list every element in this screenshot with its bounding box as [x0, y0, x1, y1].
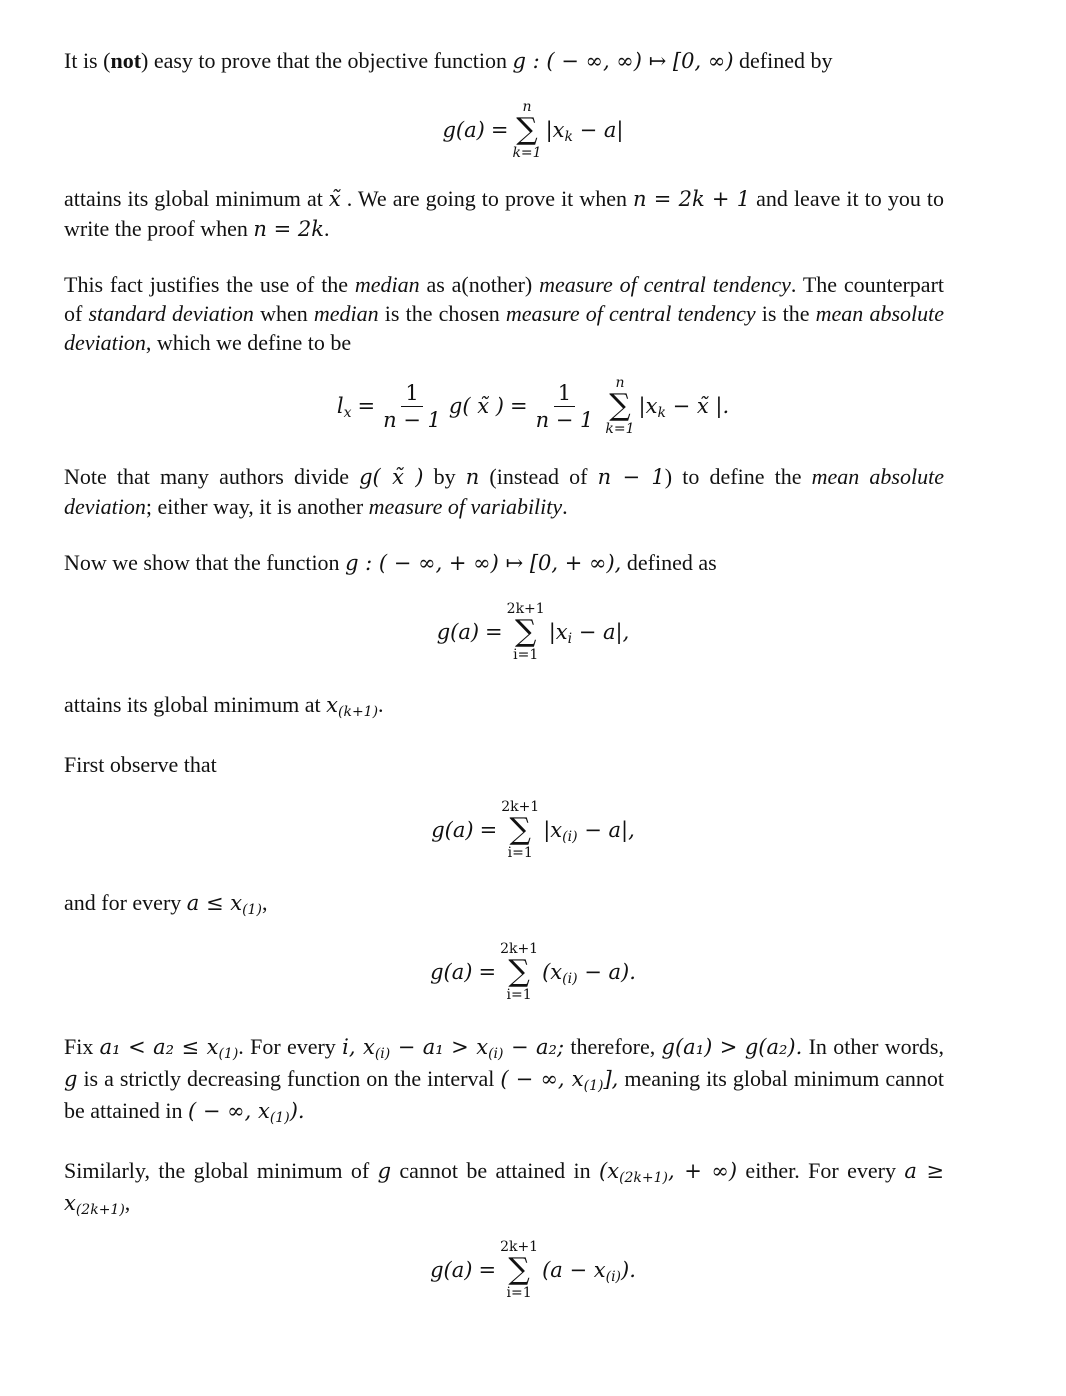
text: cannot be attained in [391, 1158, 600, 1183]
math-inline: g : ( − ∞, ∞) ↦ [0, ∞) [512, 49, 734, 73]
sum-lower: k=1 [605, 421, 635, 437]
math-inline [326, 693, 379, 720]
math-sub: (1) [269, 1110, 290, 1126]
math-sub: (1) [218, 1046, 239, 1062]
paragraph-attains-median [64, 690, 944, 720]
equation-2 [0, 368, 1066, 444]
term-mean-abs-deviation: mean absolute deviation [64, 301, 944, 355]
math-inline: n = 2k [253, 217, 324, 241]
text: ; either way, it is another [145, 494, 369, 519]
text: defined as [621, 550, 717, 575]
eq-body-sub: i [567, 631, 573, 647]
text: ) to define the [664, 464, 812, 489]
term-std-deviation: standard deviation [88, 301, 254, 326]
eq-lhs: g(a) [436, 620, 480, 644]
paragraph-attains [64, 184, 944, 244]
equation-5 [0, 934, 1066, 1010]
eq-mid: g( x̃ ) [448, 394, 504, 418]
eq-body-text: |x [548, 620, 568, 644]
text: . The counterpart of [64, 272, 945, 326]
summation [512, 99, 541, 161]
frac-numerator: 1 [401, 380, 422, 407]
text: and for every [64, 890, 187, 915]
eq-body-sub: (i) [605, 1269, 622, 1285]
text: is the chosen [378, 301, 506, 326]
paragraph-for-every [64, 888, 944, 918]
sum-upper: 2k+1 [500, 1239, 539, 1255]
text: . [562, 494, 568, 519]
math-inline [500, 1067, 619, 1094]
text: Similarly, the global minimum of [64, 1158, 378, 1183]
sigma-symbol: ∑ [514, 614, 537, 649]
math-inline: g(a₁) > g(a₂). [661, 1035, 803, 1059]
sigma-symbol: ∑ [508, 1252, 530, 1287]
math-text: i, x [342, 1035, 375, 1059]
sum-upper: 2k+1 [500, 941, 539, 957]
text: . [378, 692, 384, 717]
text: attains its global minimum at [64, 692, 327, 717]
eq-equals: = [357, 394, 376, 418]
frac-denominator: n − 1 [535, 407, 594, 432]
math-text: ( − ∞, x [188, 1099, 270, 1123]
paragraph-now-show [64, 548, 944, 578]
eq-lhs-text: l [336, 394, 344, 418]
text: . We are going to prove it when [340, 186, 634, 211]
eq-equals: = [479, 818, 498, 842]
paragraph-intro [64, 46, 944, 76]
text: First observe that [64, 752, 217, 777]
equation-4 [0, 792, 1066, 868]
eq-equals: = [478, 960, 497, 984]
math-inline [99, 1035, 239, 1062]
text: by [423, 464, 466, 489]
math-text: ], [603, 1067, 619, 1091]
paragraph-similarly [64, 1155, 944, 1219]
math-text: a₁ < a₂ ≤ x [99, 1035, 219, 1059]
math-text: − a₂; [503, 1035, 565, 1059]
paragraph-median [64, 270, 944, 357]
summation [501, 799, 539, 861]
text: This fact justifies the use of the [64, 272, 355, 297]
math-sub: (1) [583, 1078, 604, 1094]
term-central-tendency: measure of central tendency [505, 301, 756, 326]
eq-body-end: − a|, [572, 620, 630, 644]
text: as a(nother) [419, 272, 540, 297]
text: is the [755, 301, 816, 326]
text: attains its global minimum at [64, 186, 329, 211]
math-text: a ≤ x [186, 891, 243, 915]
frac-numerator: 1 [554, 380, 575, 407]
math-inline [342, 1035, 565, 1062]
eq-equals: = [509, 394, 528, 418]
text: . [323, 216, 330, 241]
text: when [253, 301, 314, 326]
eq-body [548, 620, 630, 647]
sum-lower: k=1 [512, 145, 542, 161]
fraction [532, 380, 598, 433]
eq-body-sub: (i) [562, 829, 578, 845]
math-text: , + ∞) [668, 1159, 738, 1183]
math-sub: (2k+1) [75, 1202, 125, 1218]
eq-body-end: − a|, [577, 818, 635, 842]
math-inline: n [465, 465, 480, 489]
text: is a strictly decreasing function on the interval [77, 1066, 501, 1091]
text: ) easy to prove that the objective function [141, 48, 513, 73]
eq-body [543, 818, 635, 845]
frac-denominator: n − 1 [383, 407, 441, 432]
text: either. For every [737, 1158, 905, 1183]
term-variability: measure of variability [368, 494, 563, 519]
paragraph-first-observe [64, 750, 944, 779]
term-median: median [313, 301, 379, 326]
eq-lhs-sub: x [343, 405, 352, 421]
math-text: (x [599, 1159, 620, 1183]
equation-3 [0, 594, 1066, 670]
sum-lower: i=1 [507, 845, 533, 861]
text: , which we define to be [145, 330, 352, 355]
math-inline: n = 2k + 1 [633, 187, 751, 211]
math-text: ). [289, 1099, 305, 1123]
sum-upper: 2k+1 [506, 601, 545, 617]
sigma-symbol: ∑ [516, 112, 538, 147]
sum-lower: i=1 [506, 987, 532, 1003]
text: It is ( [64, 48, 111, 73]
sigma-symbol: ∑ [508, 954, 530, 989]
text: (instead of [479, 464, 598, 489]
eq-body-end: − x̃ |. [665, 394, 730, 418]
eq-lhs: g(a) [430, 1258, 473, 1282]
term-central-tendency: measure of central tendency [539, 272, 791, 297]
summation [507, 601, 545, 663]
text: , [261, 890, 268, 915]
text: , [124, 1190, 131, 1215]
sum-lower: i=1 [513, 647, 539, 663]
eq-lhs: g(a) [431, 818, 474, 842]
math-sub: (i) [374, 1046, 391, 1062]
eq-body-text: (a − x [542, 1258, 606, 1282]
text: Now we show that the function [64, 550, 346, 575]
eq-body-sub: (i) [562, 971, 578, 987]
eq-equals: = [485, 620, 503, 644]
eq-body-end: ). [621, 1258, 636, 1282]
math-inline [186, 891, 262, 918]
equation-1 [0, 92, 1066, 168]
text: . For every [238, 1034, 343, 1059]
math-text: ( − ∞, x [500, 1067, 584, 1091]
text: In other words, [802, 1034, 944, 1059]
math-inline: g( x̃ ) [359, 465, 424, 489]
eq-body-end: − a| [572, 118, 624, 142]
text: and leave it to you to write the proof when [64, 186, 944, 241]
sigma-symbol: ∑ [609, 388, 631, 423]
eq-lhs: g(a) [430, 960, 473, 984]
math-text: x [326, 693, 338, 717]
summation [500, 1239, 538, 1301]
text: Note that many authors divide [64, 464, 360, 489]
eq-equals: = [478, 1258, 497, 1282]
math-sub: (k+1) [338, 704, 379, 720]
eq-equals: = [490, 118, 509, 142]
text: defined by [733, 48, 833, 73]
equation-6 [0, 1232, 1066, 1308]
math-text: a ≥ x [64, 1159, 944, 1215]
sum-upper: 2k+1 [501, 799, 540, 815]
eq-body-text: |x [638, 394, 658, 418]
eq-lhs: g(a) [442, 118, 485, 142]
eq-body [542, 960, 636, 987]
math-inline: g : ( − ∞, + ∞) ↦ [0, + ∞), [345, 551, 622, 575]
eq-body-sub: k [657, 405, 666, 421]
fraction [379, 380, 445, 433]
math-inline: g [64, 1067, 78, 1091]
math-sub: (i) [488, 1046, 504, 1062]
math-sub: (1) [242, 902, 262, 918]
sum-upper: n [615, 375, 625, 391]
math-xtilde: x̃ [328, 187, 341, 211]
summation [500, 941, 538, 1003]
math-inline [188, 1099, 305, 1126]
summation [605, 375, 634, 437]
text: Fix [64, 1034, 100, 1059]
text: meaning its global minimum cannot be attained in [64, 1066, 945, 1123]
math-text: − a₁ > x [390, 1035, 489, 1059]
text: therefore, [564, 1034, 662, 1059]
sum-lower: i=1 [506, 1285, 532, 1301]
sum-upper: n [522, 99, 532, 115]
eq-body-text: |x [543, 818, 563, 842]
sigma-symbol: ∑ [509, 812, 531, 847]
eq-body [638, 394, 730, 421]
eq-body-text: |x [545, 118, 565, 142]
eq-body-text: (x [542, 960, 563, 984]
math-inline [599, 1159, 738, 1186]
eq-lhs [336, 394, 352, 421]
paragraph-note [64, 462, 944, 521]
eq-body-end: − a). [577, 960, 636, 984]
eq-body [545, 118, 624, 145]
term-median: median [354, 272, 420, 297]
math-sub: (2k+1) [619, 1170, 669, 1186]
bold-not: not [110, 48, 142, 73]
math-inline: g [377, 1159, 392, 1183]
term-mean-abs-deviation: mean absolute deviation [64, 464, 944, 519]
eq-body-sub: k [564, 129, 573, 145]
math-inline: n − 1 [597, 465, 665, 489]
eq-body [542, 1258, 636, 1285]
paragraph-fix [64, 1031, 944, 1127]
